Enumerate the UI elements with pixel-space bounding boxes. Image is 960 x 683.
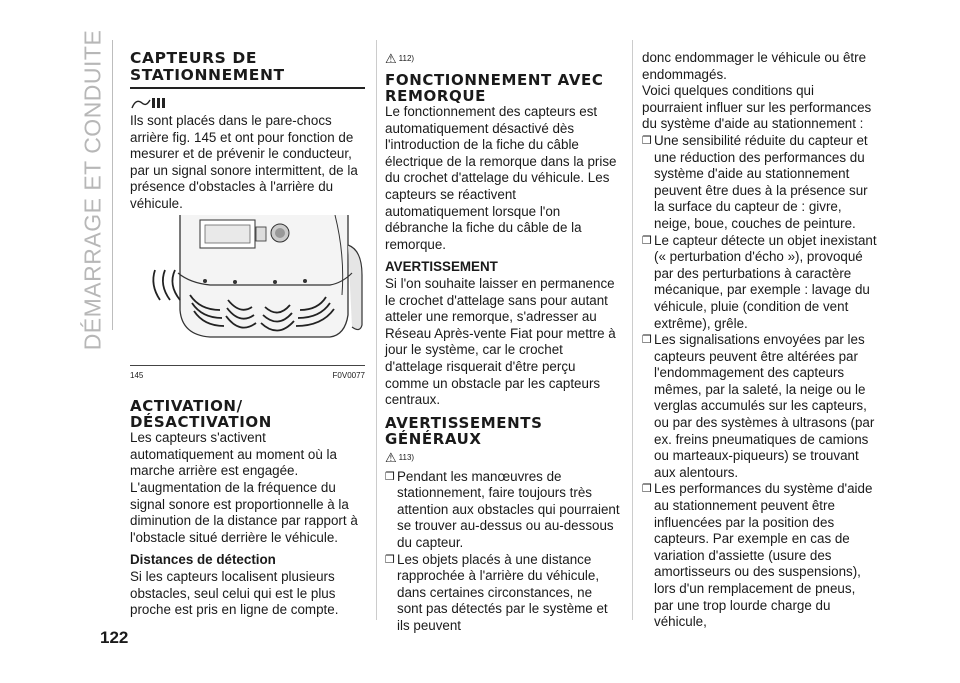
- warning-ref: ⚠ 113): [385, 450, 415, 466]
- page-number: 122: [100, 628, 129, 647]
- list-item: ❒ Les signalisations envoyées par les capteurs peuvent être altérées par l'endommagement des capteurs mêmes, par la saleté, la neige ou le verglas accumulés sur les capteurs, ou par des systèmes à ultrasons (par ex. freins pneumatiques de camions ou marteaux-piqueurs) se trouvant aux alentours.: [642, 332, 875, 480]
- list-item: ❒ Pendant les manœuvres de stationnement, faire toujours très attention aux obstacles qui pourraient se trouver au-dessus ou au-dessous du capteur.: [385, 468, 620, 551]
- bullet-icon: ❒: [385, 553, 395, 566]
- remorque-title: FONCTIONNEMENT AVEC REMORQUE: [385, 71, 604, 105]
- remorque-paragraph: Le fonctionnement des capteurs est automatiquement désactivé dès l'introduction de la fiche du câble électrique de la remorque dans la prise du crochet d'attelage du véhicule. Les capteurs se réactivent automatiquement lorsque l'on débranche la fiche du câble de la remorque.: [385, 104, 617, 252]
- list-item: ❒ Les objets placés à une distance rapprochée à l'arrière du véhicule, dans certaines circonstances, ne sont pas détectés par le système et ils peuvent: [385, 551, 608, 634]
- figure-code: F0V0077: [332, 370, 365, 380]
- continued-paragraph: donc endommager le véhicule ou être endommagés.: [642, 50, 867, 82]
- title-underline: [130, 87, 365, 89]
- list-item: ❒ Le capteur détecte un objet inexistant (« perturbation d'écho »), provoqué par des perturbations à caractère mécanique, par exemple : lavage du véhicule, pluie (condition de vent extrême), grêle.: [642, 232, 877, 331]
- intro-paragraph: Ils sont placés dans le pare-chocs arrière fig. 145 et ont pour fonction de mesurer et de prévenir le conducteur, par un signal sonore intermittent, de la présence d'obstacles à l'arrière du véhicule.: [130, 113, 358, 211]
- chapter-side-title: DÉMARRAGE ET CONDUITE: [79, 29, 106, 351]
- list-item: ❒ Les performances du système d'aide au stationnement peuvent être influencées par la position des capteurs. Par exemple en cas de variation d'assiette (usure des amortisseurs ou des suspensions), lors d'un remplacement de pneus, par une trop lourde charge du véhicule,: [642, 481, 873, 630]
- warning-ref: ⚠ 112): [385, 51, 415, 67]
- warning-triangle-icon: ⚠: [385, 450, 397, 466]
- section-title: CAPTEURS DE STATIONNEMENT: [130, 49, 285, 84]
- side-rule: [112, 40, 113, 330]
- column-1: [130, 50, 365, 619]
- warning-triangle-icon: ⚠: [385, 51, 397, 67]
- bullet-icon: ❒: [642, 234, 652, 247]
- figure-number: 145: [130, 370, 144, 380]
- warning-symbol: [130, 93, 365, 111]
- bullet-icon: ❒: [642, 334, 652, 347]
- activation-title: ACTIVATION/ DÉSACTIVATION: [130, 397, 272, 432]
- bullet-icon: ❒: [642, 483, 652, 496]
- avertissement-paragraph: Si l'on souhaite laisser en permanence le crochet d'attelage sans pour autant atteler une remorque, s'adresser au Réseau Après-vente Fiat pour mettre à jour le système, car le crochet d'attelage risquerait d'être perçu comme un obstacle par les capteurs centraux.: [385, 275, 616, 408]
- bullet-icon: ❒: [385, 470, 395, 483]
- activation-paragraph: Les capteurs s'activent automatiquement au moment où la marche arrière est engagée. L'augmentation de la fréquence du signal sonore est proportionnelle à la diminution de la distance par rapport à l'obstacle situé derrière le véhicule.: [130, 430, 358, 545]
- distances-title: Distances de détection: [130, 552, 276, 568]
- conditions-paragraph: Voici quelques conditions qui pourraient influer sur les performances du système d'aide au stationnement :: [642, 83, 872, 132]
- distances-paragraph: Si les capteurs localisent plusieurs obstacles, seul celui qui est le plus proche est pris en ligne de compte.: [130, 568, 339, 618]
- list-item: ❒ Une sensibilité réduite du capteur et une réduction des performances du système d'aide au stationnement peuvent être dues à la présence sur la surface du capteur de : givre, neige, boue, couches de peinture.: [642, 132, 868, 231]
- bullet-icon: ❒: [642, 134, 652, 147]
- figure-caption: [130, 365, 365, 385]
- figure-rear-bumper: [130, 215, 365, 365]
- general-warnings-title: AVERTISSEMENTS GÉNÉRAUX: [385, 413, 543, 448]
- column-3: [642, 50, 877, 631]
- avertissement-title: AVERTISSEMENT: [385, 259, 498, 275]
- column-2: [385, 50, 620, 635]
- battery-warning-icon: [130, 95, 174, 111]
- column-divider: [376, 40, 377, 620]
- column-divider: [632, 40, 633, 620]
